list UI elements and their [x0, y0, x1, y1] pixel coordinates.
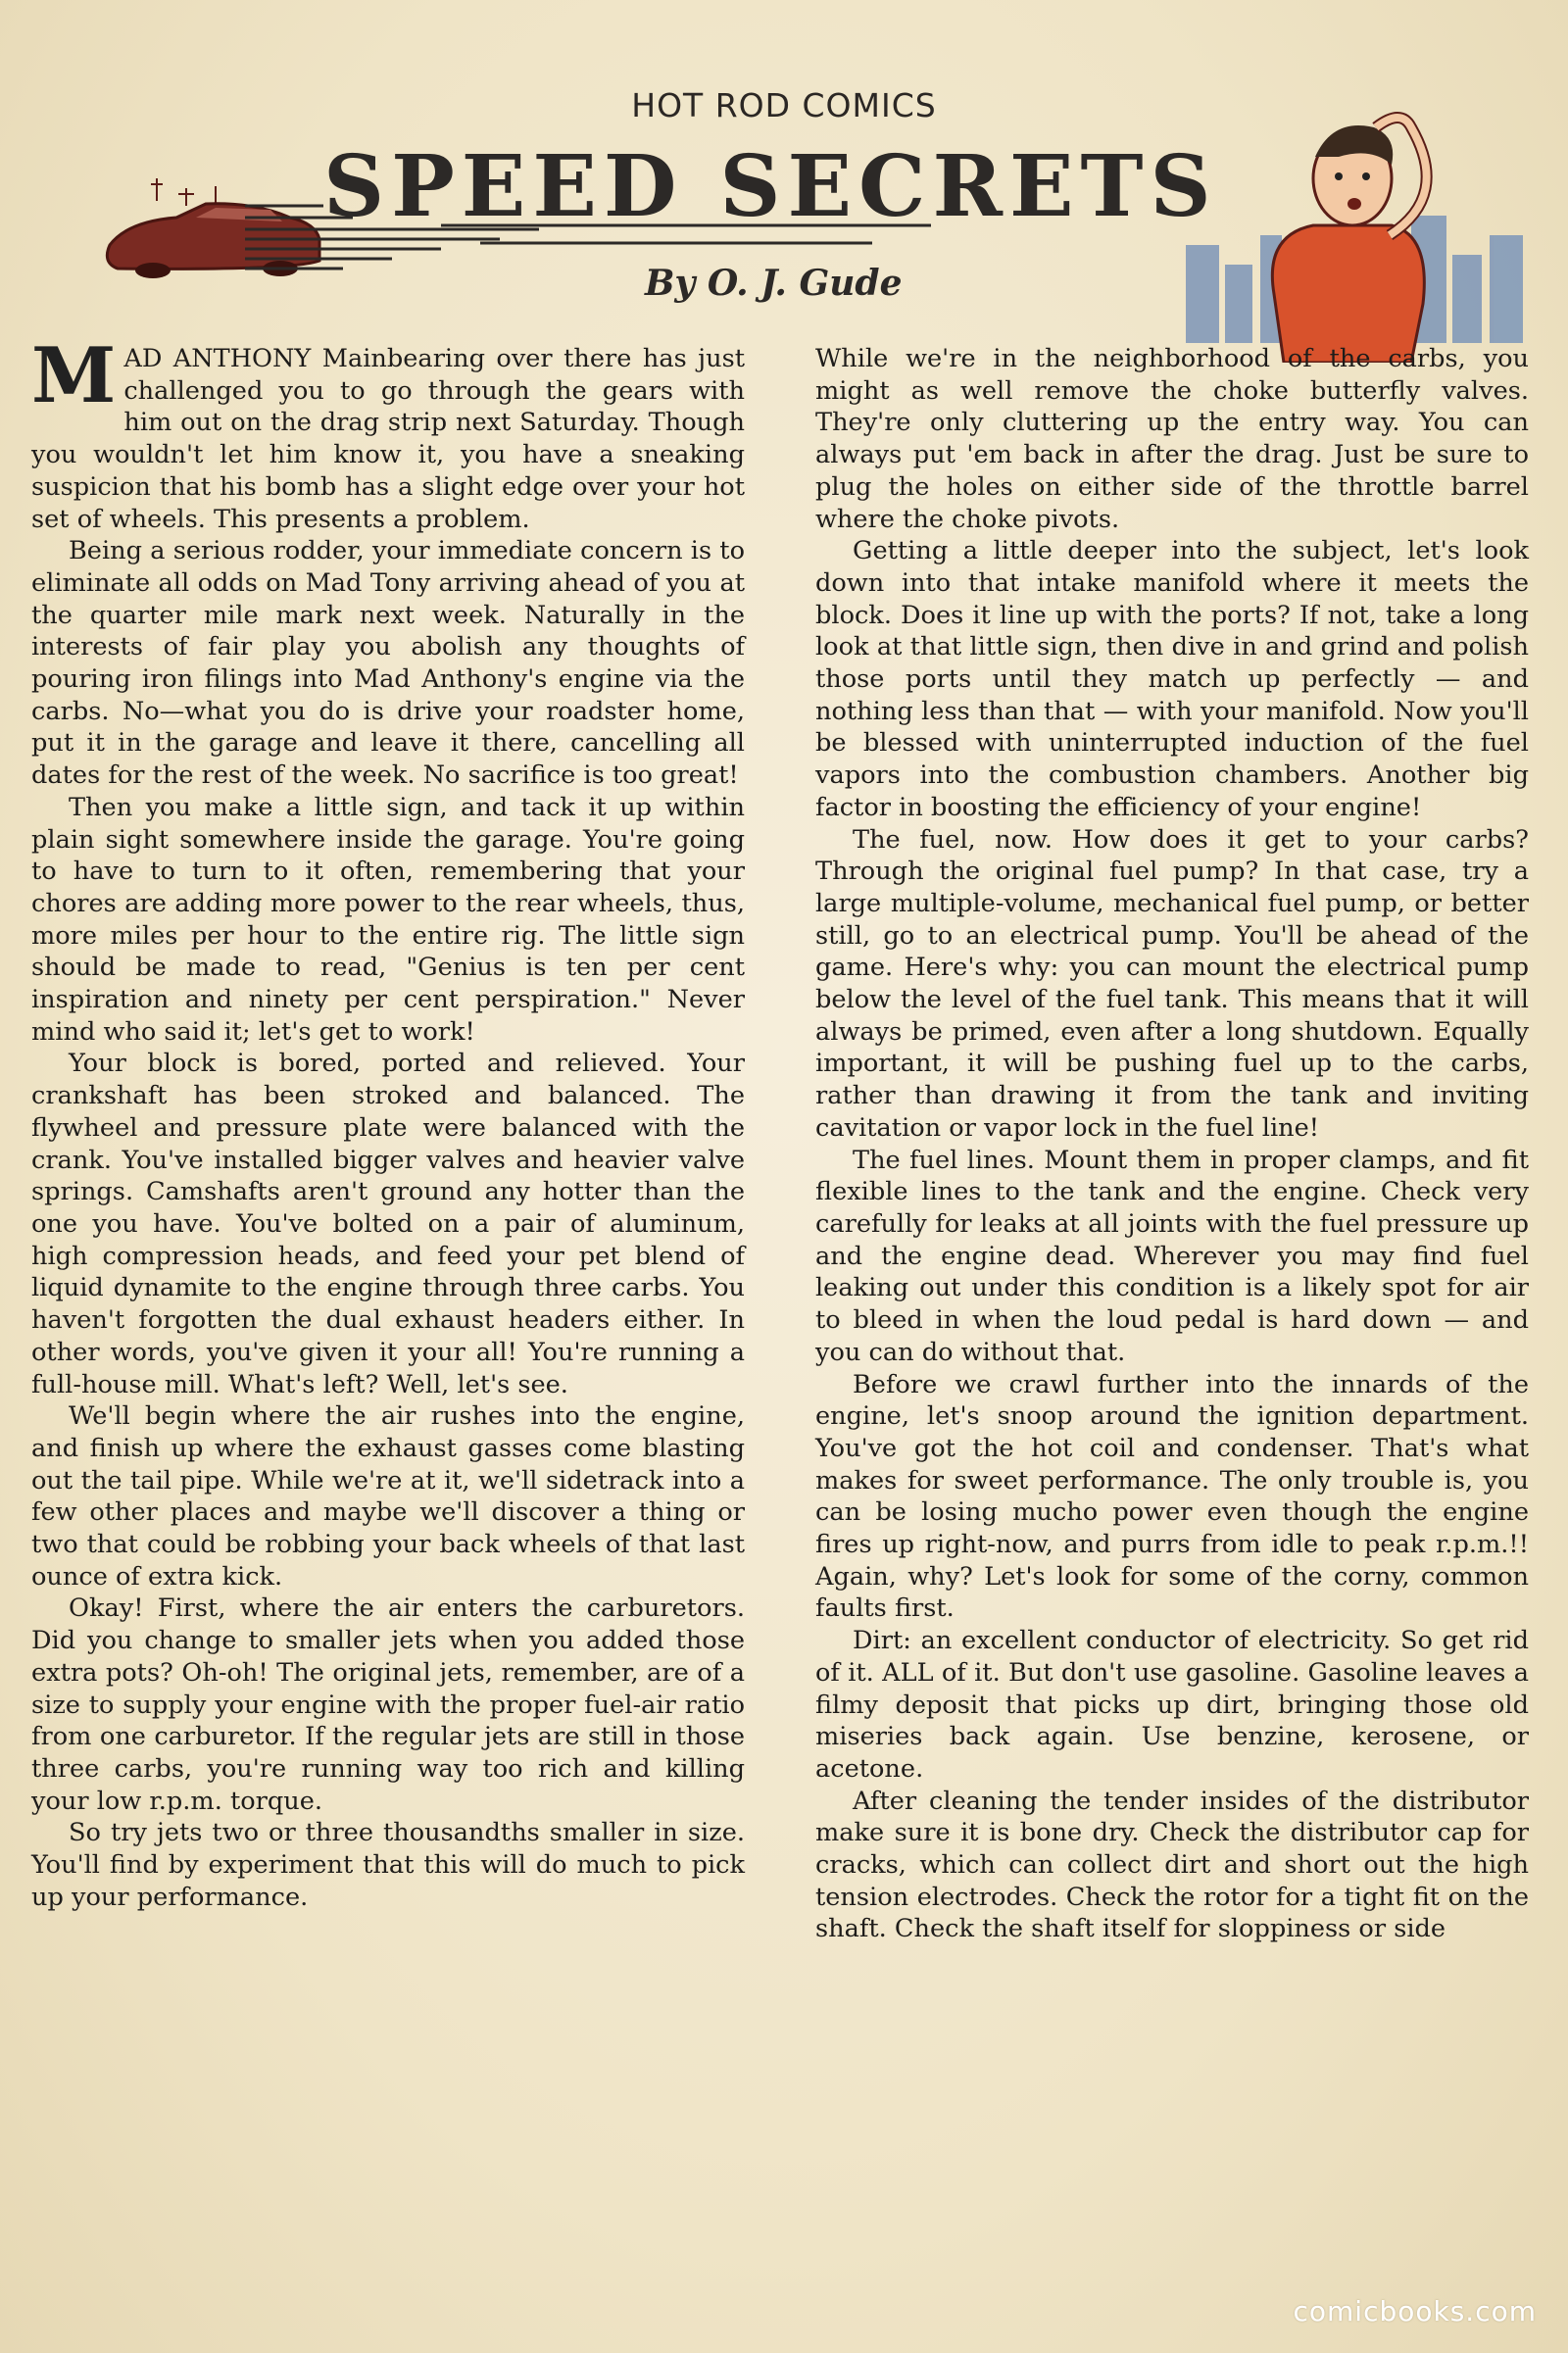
article-column-left	[31, 331, 745, 1913]
article-paragraph: Dirt: an excellent conductor of electricity. So get rid of it. ALL of it. But don't use gasoline. Gasoline leaves a filmy deposit that picks up dirt, bringing those old miseries back again. Use benzine, kerosene, or acetone.	[815, 1626, 1529, 1784]
series-title: HOT ROD COMICS	[631, 86, 937, 124]
article-paragraph: Okay! First, where the air enters the carburetors. Did you change to smaller jets when you added those extra pots? Oh-oh! The original jets, remember, are of a size to supply your engine with the proper fuel-air ratio from one carburetor. If the regular jets are still in those three carbs, you're running way too rich and killing your low r.p.m. torque.	[31, 1593, 745, 1816]
article-paragraph: So try jets two or three thousandths smaller in size. You'll find by experiment that this will do much to pick up your performance.	[31, 1818, 745, 1912]
drop-cap: M	[31, 331, 117, 420]
article-paragraph: MAD ANTHONY Mainbearing over there has just challenged you to go through the gears with him out on the drag strip next Saturday. Though you wouldn't let him know it, you have a sneaking suspicion that his bomb has a slight edge over your hot set of wheels. This presents a problem.	[31, 331, 745, 534]
watermark: comicbooks.com	[1293, 2295, 1537, 2328]
article-title: SPEED SECRETS	[323, 137, 1218, 236]
article-paragraph: Getting a little deeper into the subject, let's look down into that intake manifold where it meets the block. Does it line up with the ports? If not, take a long look at that little sign, then dive in and grind and polish those ports until they match up perfectly — and nothing less than that — with your manifold. Now you'll be blessed with uninterrupted induction of the fuel vapors into the combustion chambers. Another big factor in boosting the efficiency of your engine!	[815, 536, 1529, 822]
article-paragraph: Being a serious rodder, your immediate concern is to eliminate all odds on Mad Tony arriving ahead of you at the quarter mile mark next week. Naturally in the interests of fair play you abolish any thoughts of pouring iron filings into Mad Anthony's engine via the carbs. No—what you do is drive your roadster home, put it in the garage and leave it there, cancelling all dates for the rest of the week. No sacrifice is too great!	[31, 536, 745, 791]
article-paragraph: Before we crawl further into the innards of the engine, let's snoop around the ignition department. You've got the hot coil and condenser. That's what makes for sweet performance. The only trouble is, you can be losing mucho power even though the engine fires up right-now, and purrs from idle to peak r.p.m.!! Again, why? Let's look for some of the corny, common faults first.	[815, 1369, 1529, 1624]
article-paragraph: The fuel lines. Mount them in proper clamps, and fit flexible lines to the tank and the engine. Check very carefully for leaks at all joints with the fuel pressure up and the engine dead. Wherever you may find fuel leaking out under this condition is a likely spot for air to bleed in when the loud pedal is hard down — and you can do without that.	[815, 1145, 1529, 1367]
boy-scratching-head-illustration	[1166, 88, 1539, 363]
article-paragraph: After cleaning the tender insides of the distributor make sure it is bone dry. Check the distributor cap for cracks, which can collect dirt and short out the high tension electrodes. Check the rotor for a tight fit on the shaft. Check the shaft itself for sloppiness or side	[815, 1786, 1529, 1944]
article-column-right	[815, 343, 1529, 1945]
byline: By O. J. Gude	[645, 263, 903, 304]
article-paragraph: The fuel, now. How does it get to your carbs? Through the original fuel pump? In that case, try a large multiple-volume, mechanical fuel pump, or better still, go to an electrical pump. You'll be ahead of the game. Here's why: you can mount the electrical pump below the level of the fuel tank. This means that it will always be primed, even after a long shutdown. Equally important, it will be pushing fuel up to the carbs, rather than drawing it from the tank and inviting cavitation or vapor lock in the fuel line!	[815, 824, 1529, 1143]
article-paragraph: Then you make a little sign, and tack it up within plain sight somewhere inside the garage. You're going to have to turn to it often, remembering that your chores are adding more power to the rear wheels, thus, more miles per hour to the entire rig. The little sign should be made to read, "Genius is ten per cent inspiration and ninety per cent perspiration." Never mind who said it; let's get to work!	[31, 792, 745, 1047]
article-paragraph: We'll begin where the air rushes into the engine, and finish up where the exhaust gasses come blasting out the tail pipe. While we're at it, we'll sidetrack into a few other places and maybe we'll discover a thing or two that could be robbing your back wheels of that last ounce of extra kick.	[31, 1401, 745, 1592]
article-paragraph: While we're in the neighborhood of the carbs, you might as well remove the choke butterfly valves. They're only cluttering up the entry way. You can always put 'em back in after the drag. Just be sure to plug the holes on either side of the throttle barrel where the choke pivots.	[815, 344, 1529, 534]
article-paragraph: Your block is bored, ported and relieved. Your crankshaft has been stroked and balanced. The flywheel and pressure plate were balanced with the crank. You've installed bigger valves and heavier valve springs. Camshafts aren't ground any hotter than the one you have. You've bolted on a pair of aluminum, high compression heads, and feed your pet blend of liquid dynamite to the engine through three carbs. You haven't forgotten the dual exhaust headers either. In other words, you've given it your all! You're running a full-house mill. What's left? Well, let's see.	[31, 1049, 745, 1399]
